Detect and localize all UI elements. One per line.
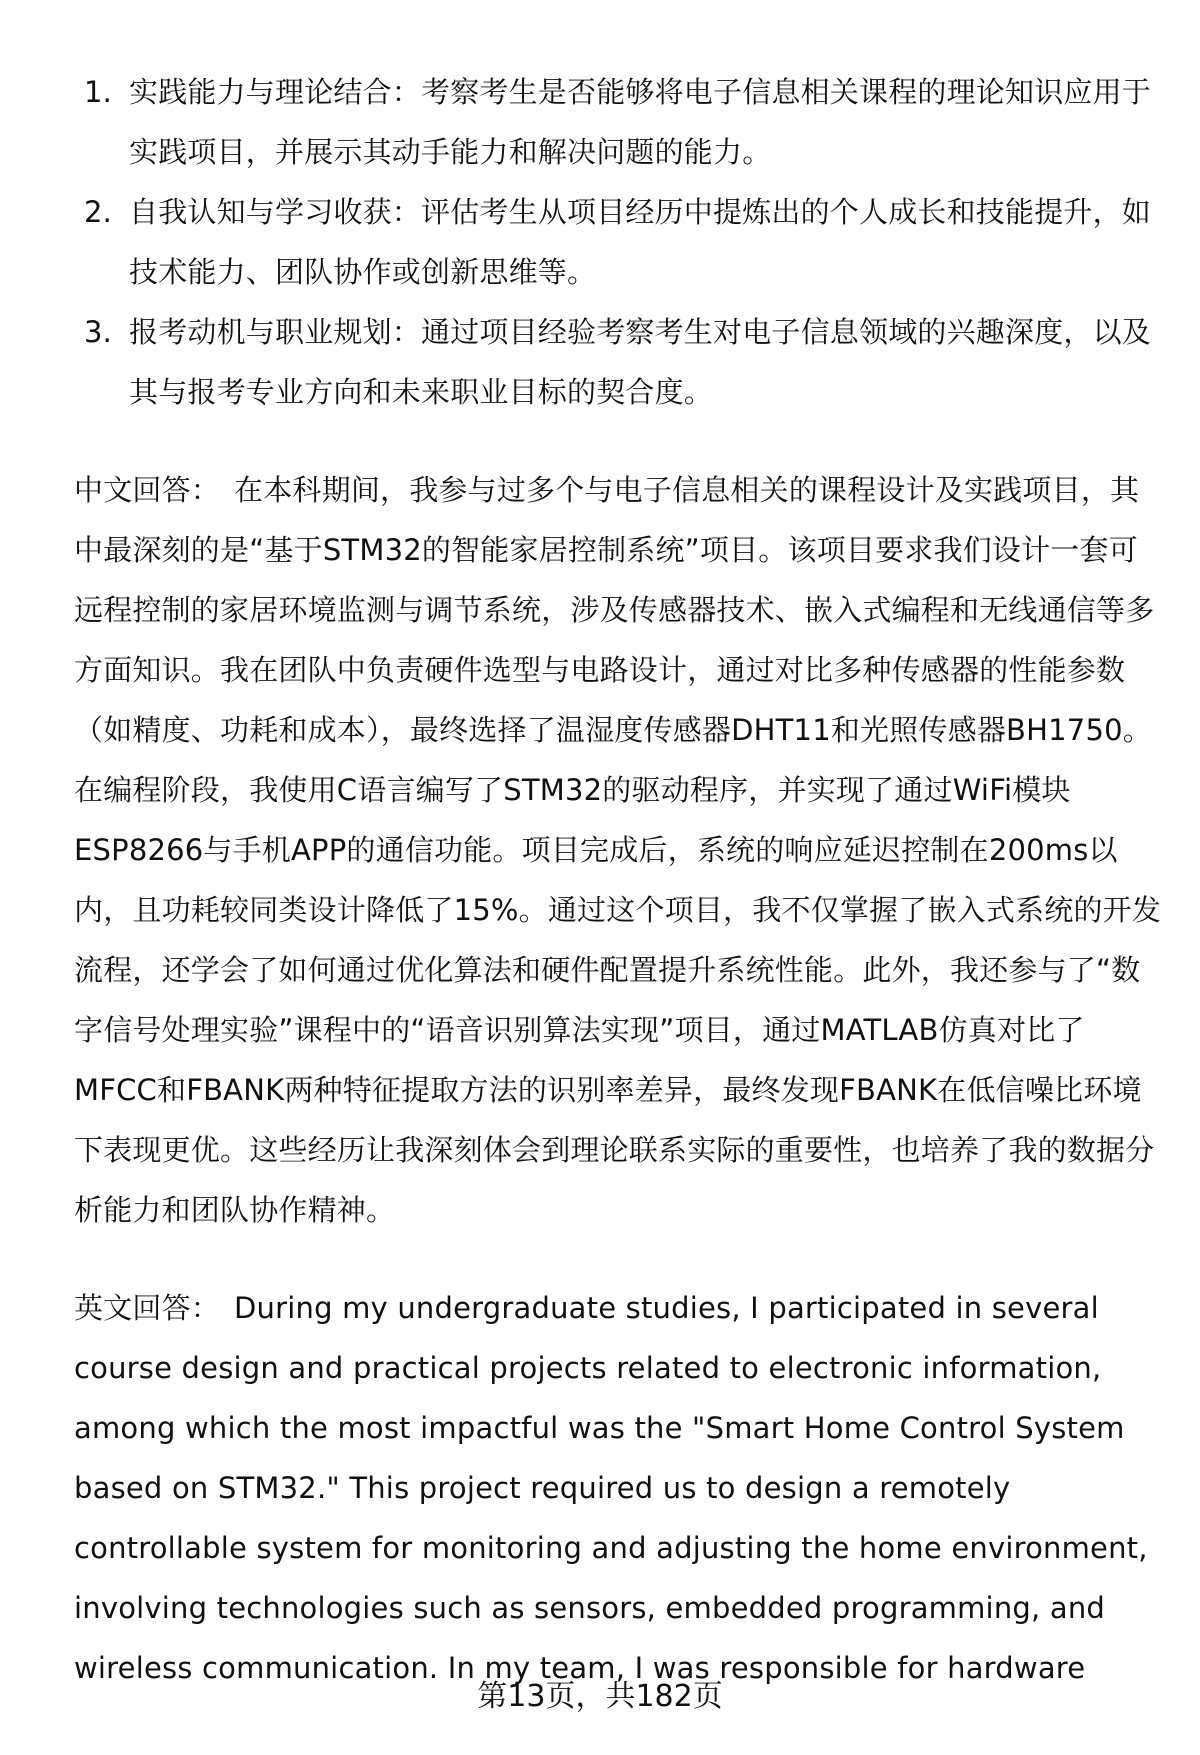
criteria-item xyxy=(74,62,1166,182)
criteria-text: 实践能力与理论结合：考察考生是否能够将电子信息相关课程的理论知识应用于实践项目，并展示其动手能力和解决问题的能力。 xyxy=(129,75,1152,169)
criteria-item xyxy=(74,182,1166,302)
chinese-answer-text: 在本科期间，我参与过多个与电子信息相关的课程设计及实践项目，其中最深刻的是“基于STM32的智能家居控制系统”项目。该项目要求我们设计一套可远程控制的家居环境监测与调节系统，涉及传感器技术、嵌入式编程和无线通信等多方面知识。我在团队中负责硬件选型与电路设计，通过对比多种传感器的性能参数（如精度、功耗和成本），最终选择了温湿度传感器DHT11和光照传感器BH1750。在编程阶段，我使用C语言编写了STM32的驱动程序，并实现了通过WiFi模块ESP8266与手机APP的通信功能。项目完成后，系统的响应延迟控制在200ms以内，且功耗较同类设计降低了15%。通过这个项目，我不仅掌握了嵌入式系统的开发流程，还学会了如何通过优化算法和硬件配置提升系统性能。此外，我还参与了“数字信号处理实验”课程中的“语音识别算法实现”项目，通过MATLAB仿真对比了MFCC和FBANK两种特征提取方法的识别率差异，最终发现FBANK在低信噪比环境下表现更优。这些经历让我深刻体会到理论联系实际的重要性，也培养了我的数据分析能力和团队协作精神。 xyxy=(74,473,1162,1227)
chinese-answer-label: 中文回答： xyxy=(74,473,221,507)
document-page xyxy=(74,62,1166,1698)
english-answer-label: 英文回答： xyxy=(74,1291,221,1325)
criteria-number: 1. xyxy=(84,75,113,109)
english-answer-text: During my undergraduate studies, I participated in several course design and practical projects related to electronic information, among which the most impactful was the "Smart Home Control System based on STM32." This project required us to design a remotely controllable system for monitoring and adjusting the home environment, involving technologies such as sensors, embedded programming, and wireless communication. In my team, I was responsible for hardware xyxy=(74,1291,1148,1685)
criteria-text: 报考动机与职业规划：通过项目经验考察考生对电子信息领域的兴趣深度，以及其与报考专业方向和未来职业目标的契合度。 xyxy=(129,315,1152,409)
criteria-number: 3. xyxy=(84,315,113,349)
evaluation-criteria-list xyxy=(74,62,1166,422)
page-number-footer: 第13页，共182页 xyxy=(477,1679,723,1714)
criteria-item xyxy=(74,302,1166,422)
chinese-answer-paragraph xyxy=(74,460,1166,1240)
english-answer-paragraph xyxy=(74,1278,1166,1698)
criteria-number: 2. xyxy=(84,195,113,229)
criteria-text: 自我认知与学习收获：评估考生从项目经历中提炼出的个人成长和技能提升，如技术能力、团队协作或创新思维等。 xyxy=(129,195,1152,289)
